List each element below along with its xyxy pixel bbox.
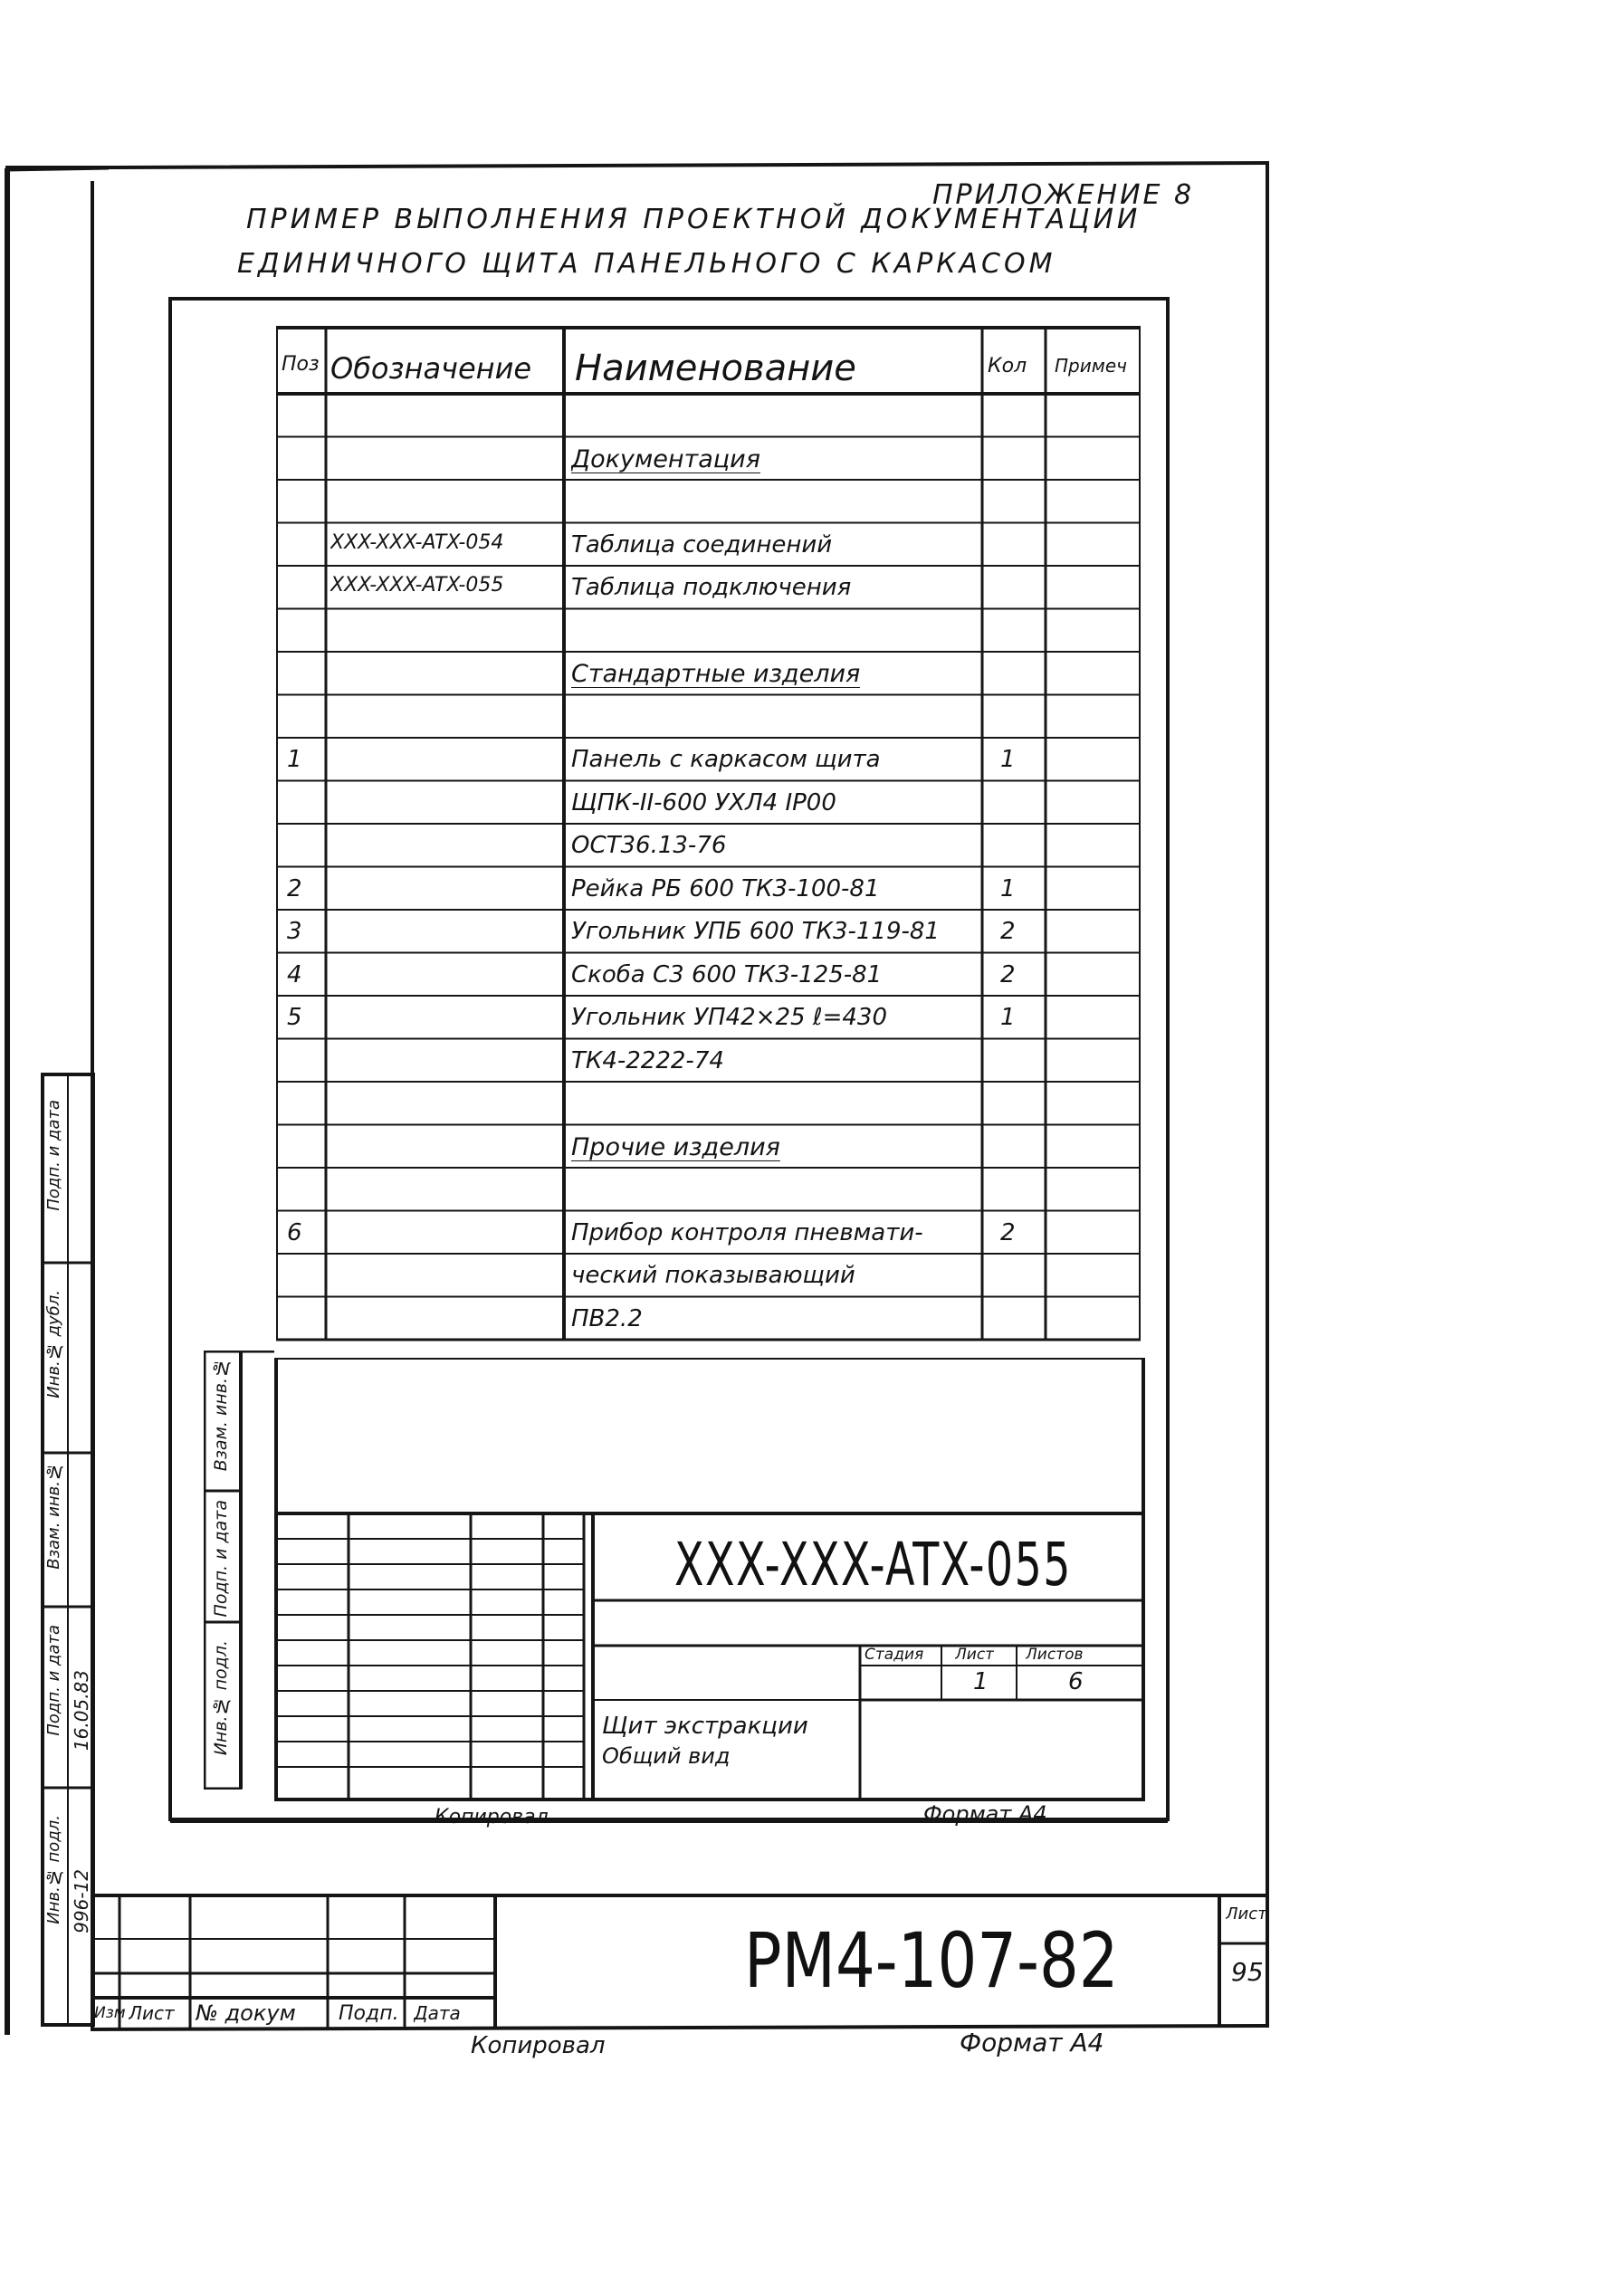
inner-copied-label: Копировал (435, 1806, 549, 1828)
cell-name: ЩПК-II-600 УХЛ4 IP00 (571, 788, 836, 816)
outer-col-docnum: № докум (196, 2000, 296, 2026)
outer-side-handwriting-inv: 996-12 (71, 1869, 92, 1933)
page-title-line-2: ЕДИНИЧНОГО ЩИТА ПАНЕЛЬНОГО С КАРКАСОМ (237, 248, 1056, 280)
col-header-note: Примеч (1055, 355, 1127, 377)
outer-format-label: Формат А4 (960, 2028, 1104, 2057)
outer-title-block (92, 1894, 1267, 2029)
sheets-count: 6 (1068, 1668, 1084, 1695)
cell-pos: 3 (287, 918, 302, 945)
outer-drawing-code: РМ4-107-82 (744, 1916, 1119, 2005)
col-header-name: Наименование (575, 348, 856, 389)
cell-qty: 1 (1000, 874, 1016, 902)
cell-pos: 5 (287, 1004, 302, 1031)
drawing-name-line-2: Общий вид (602, 1743, 731, 1769)
col-header-designation: Обозначение (330, 351, 532, 386)
drawing-name-line-1: Щит экстракции (602, 1713, 808, 1740)
cell-name: Панель с каркасом щита (571, 746, 881, 773)
outer-side-handwriting-date: 16.05.83 (71, 1670, 92, 1752)
outer-side-label-repl: Взам. инв.№ (44, 1462, 63, 1570)
cell-name: Скоба С3 600 ТК3-125-81 (571, 960, 883, 988)
cell-name: Таблица соединений (571, 530, 833, 558)
sheet-label: Лист (955, 1646, 995, 1664)
inner-side-label-sign: Подп. и дата (211, 1500, 231, 1618)
inner-drawing-code: XXX-XXX-ATX-055 (674, 1530, 1072, 1599)
page-title-line-1: ПРИМЕР ВЫПОЛНЕНИЯ ПРОЕКТНОЙ ДОКУМЕНТАЦИИ (246, 204, 1142, 235)
outer-col-date: Дата (414, 2002, 461, 2024)
outer-sheet-number: 95 (1231, 1957, 1264, 1987)
inner-side-label-repl: Взам. инв.№ (211, 1358, 231, 1472)
cell-name: Рейка РБ 600 ТК3-100-81 (571, 874, 880, 902)
cell-name: Угольник УП42×25 ℓ=430 (571, 1004, 887, 1031)
cell-designation: XXX-XXX-ATX-054 (330, 530, 504, 554)
cell-name: ческий показывающий (571, 1262, 855, 1289)
sheet-number: 1 (973, 1668, 989, 1695)
outer-copied-label: Копировал (471, 2032, 606, 2059)
outer-sheet-label: Лист (1226, 1904, 1267, 1924)
cell-qty: 2 (1000, 960, 1016, 988)
cell-name: ТК4-2222-74 (571, 1046, 724, 1074)
cell-name: ПВ2.2 (571, 1304, 643, 1332)
outer-col-sign: Подп. (339, 2002, 399, 2025)
inner-format-label: Формат А4 (923, 1801, 1047, 1827)
cell-name: Прибор контроля пневмати- (571, 1218, 923, 1246)
cell-name: Документация (571, 444, 760, 473)
inner-side-label-inv: Инв.№ подл. (211, 1640, 231, 1756)
cell-qty: 2 (1000, 1218, 1016, 1246)
cell-pos: 1 (287, 746, 302, 773)
cell-pos: 4 (287, 960, 302, 988)
col-header-pos: Поз (282, 353, 320, 376)
cell-qty: 2 (1000, 918, 1016, 945)
appendix-label: ПРИЛОЖЕНИЕ 8 (932, 179, 1195, 211)
outer-side-label-sign-2: Подп. и дата (44, 1625, 63, 1736)
outer-side-strip (41, 1073, 95, 2028)
outer-side-label-dup: Инв.№ дубл. (44, 1290, 63, 1399)
cell-name: ОСТ36.13-76 (571, 832, 727, 859)
specification-table (276, 326, 1141, 1358)
cell-designation: XXX-XXX-ATX-055 (330, 574, 504, 597)
col-header-qty: Кол (988, 355, 1027, 377)
cell-name: Прочие изделия (571, 1132, 780, 1161)
cell-pos: 2 (287, 874, 302, 902)
outer-col-change: Изм (94, 2004, 126, 2022)
outer-side-label-sign-1: Подп. и дата (44, 1100, 63, 1211)
cell-qty: 1 (1000, 746, 1016, 773)
sheets-label: Листов (1026, 1646, 1084, 1664)
inner-title-block (240, 1358, 1145, 1801)
outer-frame-top (5, 168, 109, 170)
stage-label: Стадия (865, 1646, 924, 1664)
outer-col-sheet: Лист (129, 2002, 175, 2024)
outer-side-label-inv: Инв.№ подл. (44, 1815, 63, 1924)
cell-qty: 1 (1000, 1004, 1016, 1031)
cell-name: Таблица подключения (571, 574, 852, 601)
cell-pos: 6 (287, 1218, 302, 1246)
cell-name: Стандартные изделия (571, 660, 861, 688)
cell-name: Угольник УПБ 600 ТК3-119-81 (571, 918, 940, 945)
